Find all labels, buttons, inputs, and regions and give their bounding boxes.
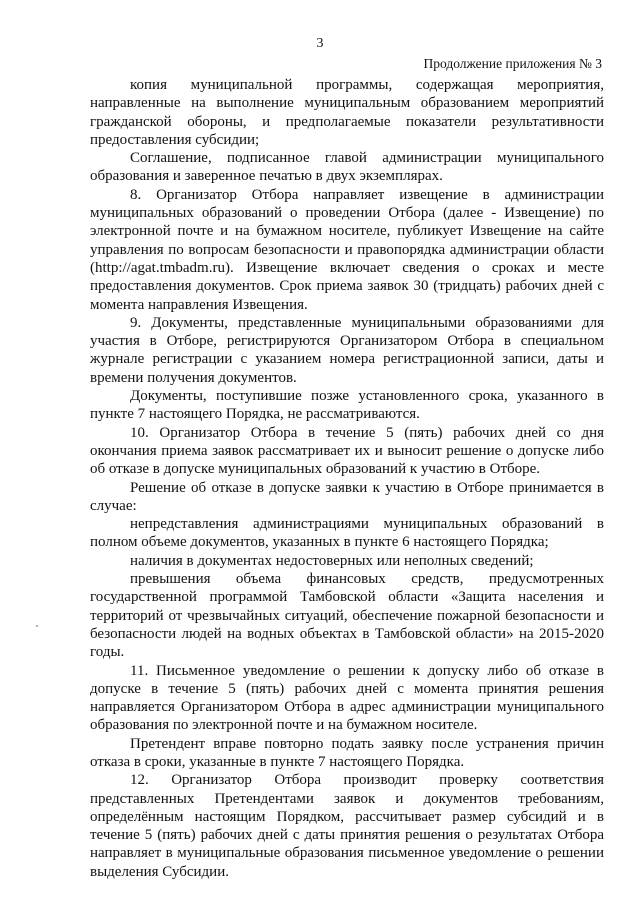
paragraph-item-10: 10. Организатор Отбора в течение 5 (пять) рабочих дней со дня окончания приема заявок рассматривает их и выносит решение о допуске либо об отказе в допуске муниципальных образований к участию в Отборе. [90,424,604,478]
paragraph-item-12: 12. Организатор Отбора производит проверку соответствия представленных Претендентами заявок и документов требованиям, определённым настоящим Порядком, рассчитывает размер субсидий и в течение 5 (пять) рабочих дней с даты принятия решения о результатах Отбора направляет в муниципальные образования письменное уведомление о решении выделения Субсидии. [90,772,604,880]
paragraph-program-copy: копия муниципальной программы, содержащая мероприятия, направленные на выполнение муниципальным образованием мероприятий гражданской обороны, и предполагаемые показатели результативности предоставления субсидии; [90,77,604,148]
paragraph-item-11: 11. Письменное уведомление о решении к допуску либо об отказе в допуске в течение 5 (пять) рабочих дней с момента принятия решения направляется Организатором Отбора в адрес администрации муниципального образования по электронной почте и на бумажном носителе. [90,662,604,734]
paragraph-resubmission: Претендент вправе повторно подать заявку после устранения причин отказа в сроки, указанные в пункте 7 настоящего Порядка. [90,735,604,770]
paragraph-item-9: 9. Документы, представленные муниципальными образованиями для участия в Отборе, регистрируются Организатором Отбора в специальном журнале регистрации с указанием номера регистрационной записи, даты и времени получения документов. [90,314,604,386]
paragraph-agreement: Соглашение, подписанное главой администрации муниципального образования и заверенное печатью в двух экземплярах. [90,150,604,185]
scan-speck [36,625,38,627]
paragraph-item-8: 8. Организатор Отбора направляет извещение в администрации муниципальных образований о проведении Отбора (далее - Извещение) по электронной почте и на бумажном носителе, публикует Извещение на сайте управления по вопросам безопасности и правопорядка администрации области (http://agat.tmbadm.ru). Извещение включает сведения о сроках и месте предоставления документов. Срок приема заявок 30 (тридцать) рабочих дней с момента направления Извещения. [90,186,604,313]
appendix-continuation-header: Продолжение приложения № 3 [423,56,602,71]
paragraph-case-funds-exceeded: превышения объема финансовых средств, предусмотренных государственной программой Тамбовской области «Защита населения и территорий от чрезвычайных ситуаций, обеспечение пожарной безопасности и безопасности людей на водных объектах в Тамбовской области» на 2015-2020 годы. [90,571,604,661]
document-body [90,76,604,881]
page-number: 3 [316,36,324,51]
paragraph-case-missing-documents: непредставления администрациями муниципальных образований в полном объеме документов, указанных в пункте 6 настоящего Порядка; [90,516,604,551]
paragraph-case-unreliable-data: наличия в документах недостоверных или неполных сведений; [130,552,534,569]
paragraph-late-documents: Документы, поступившие позже установленного срока, указанного в пункте 7 настоящего Порядка, не рассматриваются. [90,388,604,423]
paragraph-refusal-cases: Решение об отказе в допуске заявки к участию в Отборе принимается в случае: [90,479,604,514]
